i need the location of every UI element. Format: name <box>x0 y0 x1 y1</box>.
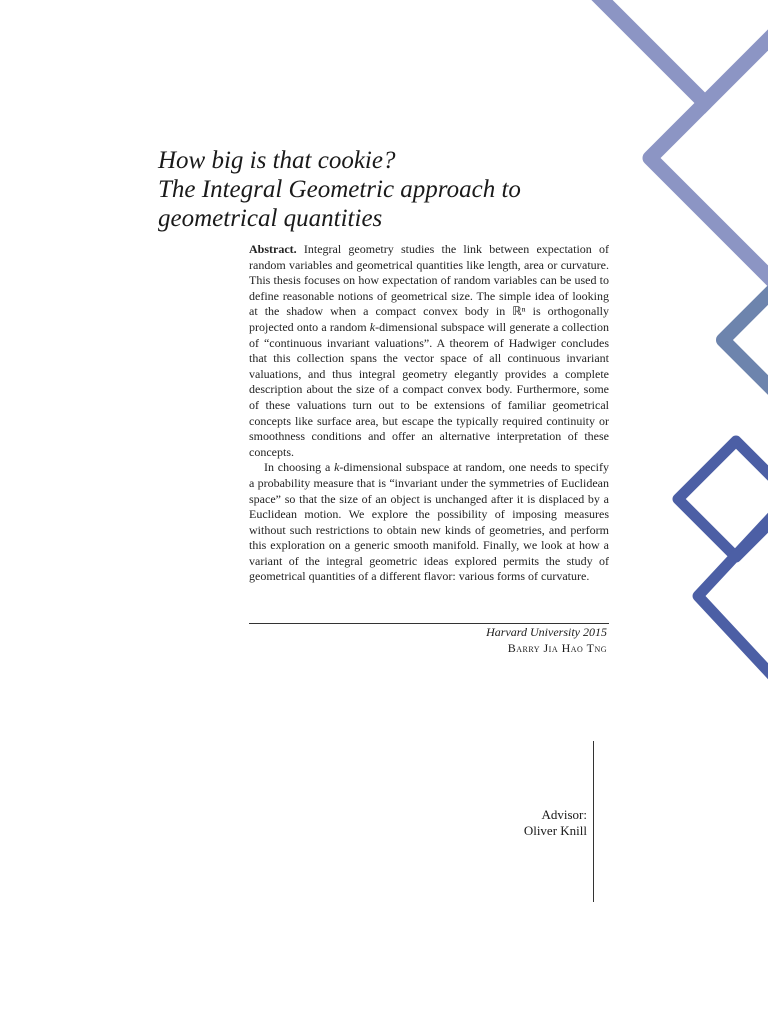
abstract-text: -dimensional subspace will generate a collection of “continuous invariant valuations”. A theorem of Hadwiger concludes that this collection spans the vector space of all continuous invariant valuations, and thus integral geometry elegantly provides a complete description about the size of a compact convex body. Furthermore, some of these valuations turn out to be extensions of familiar geometrical concepts like surface area, but escape the typically required continuity or smoothness conditions and offer an alternative interpretation of these concepts. <box>249 319 609 459</box>
abstract-paragraph-2 <box>249 460 609 585</box>
abstract-paragraph-1 <box>249 242 609 460</box>
abstract-math-rn: ℝⁿ <box>512 304 526 319</box>
abstract-text: is orthogonally projected onto a random <box>249 304 610 334</box>
abstract-math-k: k <box>334 460 340 475</box>
thesis-title <box>158 146 628 233</box>
advisor-block <box>440 807 587 839</box>
title-line-1: How big is that cookie? <box>158 147 396 174</box>
abstract-text: Integral geometry studies the link between expectation of random variables and geometrical quantities like length, area or curvature. This thesis focuses on how expectation of random variables can be used to define reasonable notions of geometrical size. The simple idea of looking at the shadow when a compact convex body in <box>249 242 609 319</box>
title-line-2: The Integral Geometric approach to <box>158 176 521 203</box>
university-year: Harvard University 2015 <box>486 625 607 639</box>
abstract-math-k: k <box>369 319 376 334</box>
title-line-3: geometrical quantities <box>158 205 383 232</box>
abstract-text: In choosing a <box>264 460 335 475</box>
advisor-name: Oliver Knill <box>523 823 587 838</box>
advisor-label: Advisor: <box>541 807 587 822</box>
author-name: Barry Jia Hao Tng <box>507 641 607 655</box>
diamond-mid-2 <box>698 480 768 712</box>
abstract <box>249 242 609 585</box>
abstract-label: Abstract. <box>249 242 297 256</box>
diamond-light-top <box>705 18 768 103</box>
abstract-text: -dimensional subspace at random, one needs to specify a probability measure that is “invariant under the symmetries of Euclidean space” so that the size of an object is unchanged after it is displaced by a Euclidean motion. We explore the possibility of imposing measures without such restrictions to obtain new kinds of geometries, and perform this exploration on a generic smooth manifold. Finally, we look at how a variant of the integral geometric ideas explored permits the study of geometrical quantities of a different flavor: various forms of curvature. <box>249 460 609 584</box>
affiliation-block <box>249 624 607 656</box>
diamond-light-band <box>602 0 768 281</box>
vertical-divider <box>593 741 594 902</box>
